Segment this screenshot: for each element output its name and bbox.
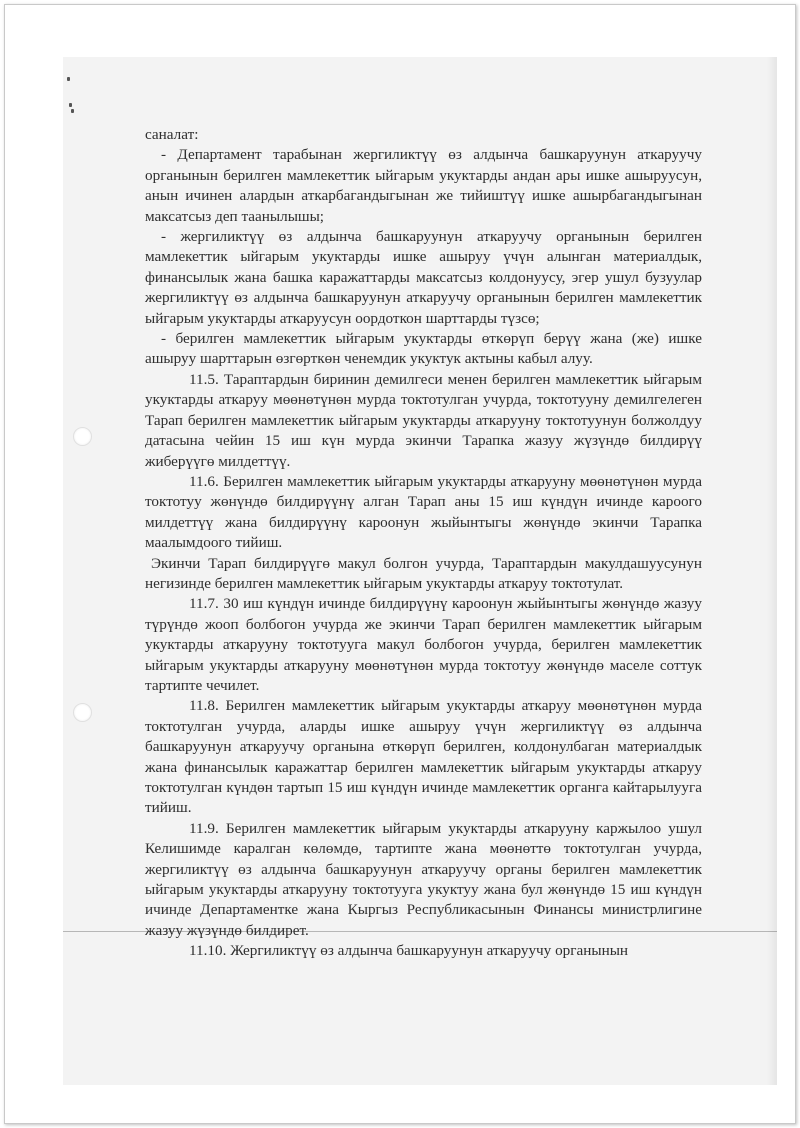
scan-mark-icon: [67, 77, 70, 81]
page-frame: [4, 4, 796, 1124]
paragraph: - Департамент тарабынан жергиликтүү өз алдынча башкаруунун аткаруучу органынын берилген мамлекеттик ыйгарым укуктарды андан ары ишке ашыруусун, анын ичинен алардын аткарбагандыгынан же тийиштүү ишке ашырбагандыгынан максатсыз деп таанылышы;: [145, 146, 702, 225]
paragraph: 11.10. Жергиликтүү өз алдынча башкаруунун аткаруучу органынын: [189, 942, 629, 960]
paragraph: саналат:: [145, 126, 199, 143]
paragraph: - берилген мамлекеттик ыйгарым укуктарды өткөрүп берүү жана (же) ишке ашыруу шарттарын өзгөрткөн ченемдик укуктук актыны кабыл алуу.: [145, 330, 702, 368]
document-text: [145, 125, 702, 962]
scan-mark-icon: [71, 109, 74, 113]
paragraph: 11.5. Тараптардын биринин демилгеси менен берилген мамлекеттик ыйгарым укуктарды аткаруу мөөнөтүнөн мурда токтотулган учурда, токтотууну демилгелеген Тарап берилген мамлекеттик ыйгарым укуктарды аткарууну токтотуунун болжолдуу датасына чейин 15 иш күн мурда экинчи Тарапка жазуу жүзүндө билдирүү жиберүүгө милдеттүү.: [145, 370, 702, 470]
punch-hole-top: [73, 427, 92, 446]
scan-mark-icon: [69, 103, 72, 107]
paragraph: 11.6. Берилген мамлекеттик ыйгарым укуктарды аткарууну мөөнөтүнөн мурда токтотуу жөнүндө билдирүүнү алган Тарап аны 15 иш күндүн ичинде кароого милдеттүү жана билдирүүнү кароонун жыйынтыгы жөнүндө экинчи Тарапка маалымдоого тийиш.: [145, 472, 702, 552]
paragraph: 11.8. Берилген мамлекеттик ыйгарым укуктарды аткаруу мөөнөтүнөн мурда токтотулган учурда, аларды ишке ашыруу үчүн жергиликтүү өз алдынча башкаруунун аткаруучу органына өткөрүп берилген, колдонулбаган материалдык жана финансылык каражаттар берилген мамлекеттик ыйгарым укуктарды аткаруу токтотулган күндөн тартып 15 иш күндүн ичинде мамлекеттик органга кайтарылууга тийиш.: [145, 697, 702, 817]
paragraph: - жергиликтүү өз алдынча башкаруунун аткаруучу органынын берилген мамлекеттик ыйгарым укуктарды ишке ашыруу үчүн алынган материалдык, финансылык жана башка каражаттарды максатсыз колдонуусу, эгер ушул бузуулар жергиликтүү өз алдынча башкаруунун аткаруучу органынын берилген мамлекеттик ыйгарым укуктарды аткаруусун оордоткон шарттарды түзсө;: [145, 228, 702, 327]
scanned-page: [63, 57, 777, 1085]
paragraph: Экинчи Тарап билдирүүгө макул болгон учурда, Тараптардын макулдашуусунун негизинде берилген мамлекеттик ыйгарым укуктарды аткаруу токтотулат.: [145, 554, 702, 592]
punch-hole-bottom: [73, 703, 92, 722]
paragraph: 11.7. 30 иш күндүн ичинде билдирүүнү кароонун жыйынтыгы жөнүндө жазуу түрүндө жооп болбогон учурда же экинчи Тарап берилген мамлекеттик ыйгарым укуктарды аткарууну токтотууга макул болбогон учурда, берилген мамлекеттик ыйгарым укуктарды аткарууну мөөнөтүнөн мурда токтотуу жөнүндө маселе соттук тартипте чечилет.: [145, 595, 702, 694]
paragraph: 11.9. Берилген мамлекеттик ыйгарым укуктарды аткарууну каржылоо ушул Келишимде каралган көлөмдө, тартипте жана мөөнөттө токтотулган учурда, жергиликтүү өз алдынча башкаруунун аткаруучу органы берилген мамлекеттик ыйгарым укуктарды аткарууну токтотууга укуктуу жана бул жөнүндө 15 иш күндүн ичинде Департаментке жана Кыргыз Республикасынын Финансы министрлигине жазуу жүзүндө билдирет.: [145, 819, 702, 939]
